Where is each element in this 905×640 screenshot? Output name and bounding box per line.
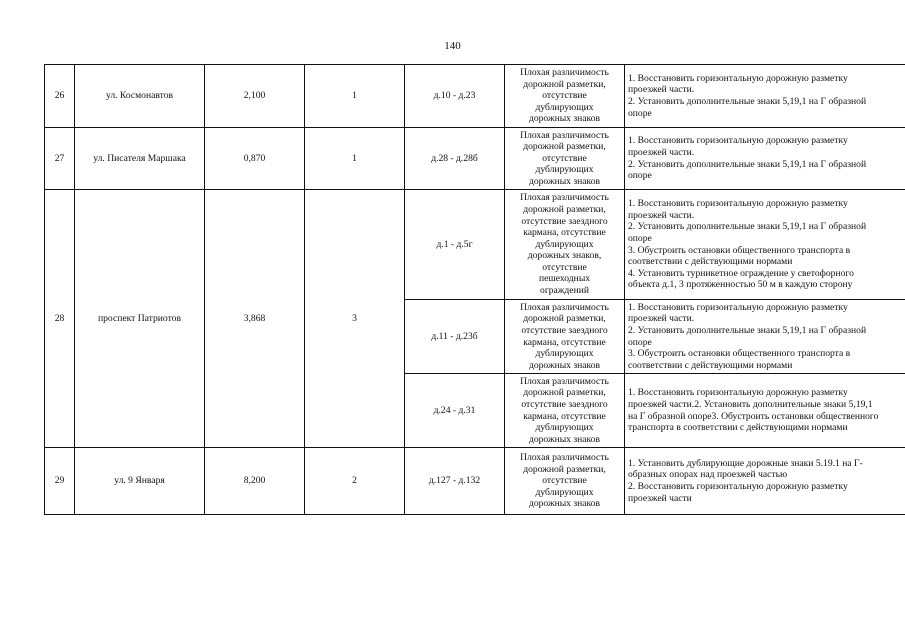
- issue-line: ограждений: [540, 285, 589, 297]
- issue-description: [505, 300, 625, 374]
- defect-count: 1: [305, 128, 405, 190]
- road-defects-table: [44, 64, 905, 515]
- issue-line: кармана, отсутствие: [523, 410, 606, 422]
- issue-line: дорожной разметки,: [523, 387, 606, 399]
- measure-line: 3. Обустроить остановки общественного транспорта в: [628, 348, 851, 360]
- issue-line: кармана, отсутствие: [523, 227, 606, 239]
- issue-line: дорожных знаков: [528, 175, 601, 187]
- issue-line: Плохая различимость: [520, 129, 609, 141]
- issue-line: дублирующих: [535, 486, 594, 498]
- measure-line: опоре: [628, 232, 652, 244]
- issue-line: дорожной разметки,: [523, 313, 606, 325]
- measure-line: проезжей части.: [628, 84, 695, 96]
- table-row: [45, 448, 905, 515]
- measure-line: 2. Восстановить горизонтальную дорожную разметку: [628, 481, 848, 492]
- measure-line: образных опорах над проезжей частью: [628, 469, 788, 481]
- issue-line: отсутствие: [542, 475, 587, 487]
- issue-line: дорожных знаков: [528, 433, 601, 445]
- street-name: ул. 9 Января: [75, 448, 205, 515]
- street-name: ул. Космонавтов: [75, 65, 205, 128]
- issue-line: Плохая различимость: [520, 301, 609, 313]
- issue-line: дорожной разметки,: [523, 78, 606, 90]
- issue-line: пешеходных: [538, 273, 591, 285]
- issue-line: дублирующих: [535, 348, 594, 360]
- house-range: д.1 - д.5г: [405, 190, 505, 300]
- issue-line: дублирующих: [535, 422, 594, 434]
- road-length: 3,868: [205, 190, 305, 448]
- measure-line: 2. Установить дополнительные знаки 5,19,1 на Г образной: [628, 96, 867, 107]
- measure-line: проезжей части.: [628, 209, 695, 221]
- measure-line: соответствии с действующими нормами: [628, 256, 793, 268]
- measure-line: объекта д.1, 3 протяженностью 50 м в каждую сторону: [628, 279, 853, 291]
- issue-line: дорожной разметки,: [523, 141, 606, 153]
- measure-line: 1. Восстановить горизонтальную дорожную разметку: [628, 72, 848, 84]
- measure-line: соответствии с действующими нормами: [628, 359, 793, 371]
- house-range: д.127 - д.132: [405, 448, 505, 515]
- issue-description: [505, 448, 625, 515]
- row-number: 27: [45, 128, 75, 190]
- issue-line: отсутствие заездного: [521, 398, 608, 410]
- house-range: д.10 - д.23: [405, 65, 505, 128]
- issue-line: дублирующих: [535, 238, 594, 250]
- row-number: 28: [45, 190, 75, 448]
- issue-line: дорожных знаков: [528, 113, 601, 125]
- table-row: [45, 128, 905, 190]
- measures-list: [625, 300, 905, 374]
- measure-line: транспорта в соответствии с действующими нормами: [628, 422, 848, 434]
- issue-line: кармана, отсутствие: [523, 336, 606, 348]
- road-length: 8,200: [205, 448, 305, 515]
- road-length: 0,870: [205, 128, 305, 190]
- measures-list: [625, 374, 905, 448]
- road-length: 2,100: [205, 65, 305, 128]
- measure-line: 1. Восстановить горизонтальную дорожную разметку: [628, 387, 848, 399]
- measure-line: опоре: [628, 107, 652, 119]
- defect-count: 1: [305, 65, 405, 128]
- defect-count: 2: [305, 448, 405, 515]
- issue-description: [505, 374, 625, 448]
- issue-line: отсутствие: [542, 152, 587, 164]
- measure-line: проезжей части.: [628, 313, 695, 325]
- issue-line: отсутствие: [542, 261, 587, 273]
- measure-line: 2. Установить дополнительные знаки 5,19,1 на Г образной: [628, 158, 867, 170]
- issue-line: дорожных знаков: [528, 359, 601, 371]
- issue-line: отсутствие заездного: [521, 324, 608, 336]
- table-row: [45, 190, 905, 300]
- measure-line: на Г образной опоре3. Обустроить остановки общественного: [628, 410, 879, 422]
- measure-line: 1. Восстановить горизонтальную дорожную разметку: [628, 301, 848, 313]
- issue-line: дублирующих: [535, 164, 594, 176]
- measures-list: [625, 190, 905, 300]
- issue-description: [505, 65, 625, 128]
- measure-line: 4. Установить турникетное ограждение у светофорного: [628, 267, 854, 279]
- house-range: д.28 - д.28б: [405, 128, 505, 190]
- row-number: 26: [45, 65, 75, 128]
- issue-line: Плохая различимость: [520, 452, 609, 464]
- issue-line: дорожной разметки,: [523, 463, 606, 475]
- measure-line: 1. Установить дублирующие дорожные знаки 5.19.1 на Г-: [628, 457, 863, 469]
- issue-line: дорожных знаков: [528, 498, 601, 510]
- issue-line: отсутствие заездного: [521, 215, 608, 227]
- issue-line: дорожных знаков,: [527, 250, 602, 262]
- measure-line: 1. Восстановить горизонтальную дорожную разметку: [628, 135, 848, 147]
- house-range: д.11 - д.23б: [405, 300, 505, 374]
- issue-line: Плохая различимость: [520, 375, 609, 387]
- row-number: 29: [45, 448, 75, 515]
- defect-count: 3: [305, 190, 405, 448]
- issue-line: дублирующих: [535, 101, 594, 113]
- house-range: д.24 - д.31: [405, 374, 505, 448]
- measure-line: 2. Установить дополнительные знаки 5,19,1 на Г образной: [628, 324, 867, 336]
- table-row: [45, 65, 905, 128]
- measure-line: проезжей части.2. Установить дополнительные знаки 5,19,1: [628, 398, 873, 410]
- page-number: 140: [444, 40, 461, 52]
- measure-line: 2. Установить дополнительные знаки 5,19,1 на Г образной: [628, 221, 867, 233]
- measures-list: [625, 65, 905, 128]
- issue-line: отсутствие: [542, 90, 587, 102]
- issue-line: дорожной разметки,: [523, 203, 606, 215]
- measure-line: 1. Восстановить горизонтальную дорожную разметку: [628, 198, 848, 210]
- issue-description: [505, 128, 625, 190]
- measure-line: проезжей части: [628, 492, 692, 504]
- issue-line: Плохая различимость: [520, 67, 609, 79]
- measure-line: проезжей части.: [628, 146, 695, 158]
- measure-line: опоре: [628, 336, 652, 348]
- street-name: ул. Писателя Маршака: [75, 128, 205, 190]
- measures-list: [625, 128, 905, 190]
- measure-line: 3. Обустроить остановки общественного транспорта в: [628, 244, 851, 256]
- issue-line: Плохая различимость: [520, 192, 609, 204]
- measure-line: опоре: [628, 170, 652, 182]
- issue-description: [505, 190, 625, 300]
- street-name: проспект Патриотов: [75, 190, 205, 448]
- measures-list: [625, 448, 905, 515]
